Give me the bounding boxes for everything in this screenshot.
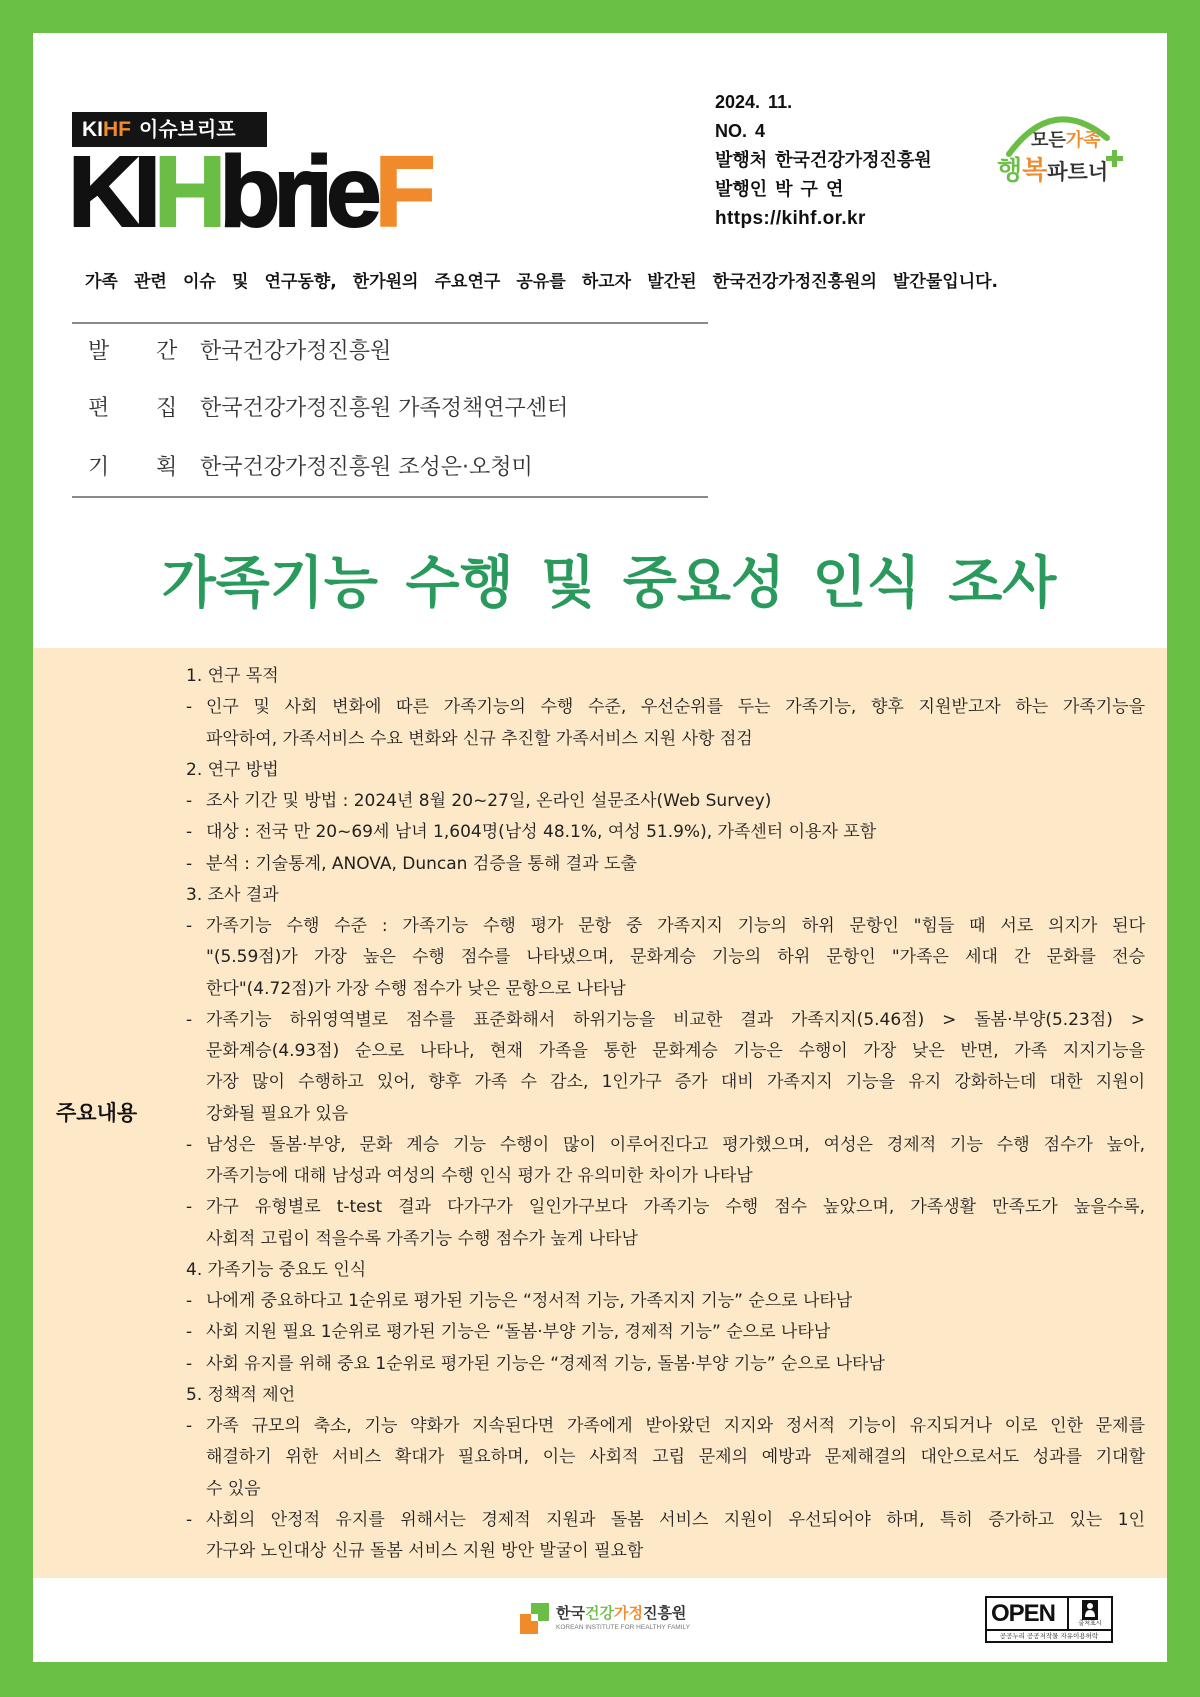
list-item-line: 파악하여, 가족서비스 수요 변화와 신규 추진할 가족서비스 지원 사항 점검 [206,728,753,749]
list-item [186,1130,1145,1193]
org-name-part: 진흥원 [642,1604,687,1622]
wordmark-ki: KI [68,136,154,248]
section-heading: 3. 조사 결과 [186,884,279,905]
credit-label-char: 간 [156,339,178,364]
badge-brand-hf: HF [103,118,131,141]
list-item-line: 가족기능 수행 수준 : 가족기능 수행 평가 문항 중 가족지지 기능의 하위 문항인 "힘들 때 서로 의지가 된다 [206,916,1145,936]
list-item-line: 대상 : 전국 만 20~69세 남녀 1,604명(남성 48.1%, 여성 51.9%), 가족센터 이용자 포함 [206,822,877,843]
summary-section [186,755,1145,880]
list-item-line: "(5.59점)가 가장 높은 수행 점수를 나타냈으며, 문화계승 기능의 하위 문항인 "가족은 세대 간 문화를 전승 [206,947,1145,968]
bullet-dash: - [186,1509,193,1530]
list-item-line: 해결하기 위한 서비스 확대가 필요하며, 이는 사회적 고립 문제의 예방과 문제해결의 대안으로서도 성과를 기대할 [206,1447,1145,1468]
partner-logo-word-family: 가족 [1065,130,1101,151]
org-subtitle: KOREAN INSTITUTE FOR HEALTHY FAMILY [556,1624,690,1631]
list-item-line: 남성은 돌봄·부양, 문화 계승 기능 수행이 많이 이루어진다고 평가했으며, 여성은 경제적 기능 수행 점수가 높아, [206,1134,1145,1155]
partner-logo-char-1: 행 [997,156,1023,186]
divider-bottom [72,496,708,498]
credit-label-char: 집 [156,396,178,421]
section-heading: 4. 가족기능 중요도 인식 [186,1259,367,1280]
credit-label-char: 기 [88,455,110,480]
credit-row-planning [88,453,708,483]
credit-value: 한국건강가정진흥원 가족정책연구센터 [200,396,569,421]
section-heading: 2. 연구 방법 [186,759,279,780]
bullet-dash: - [186,1009,193,1030]
partner-logo-word-partner: 파트너 [1047,160,1109,184]
credit-label-char: 발 [88,339,110,364]
list-item [186,1192,1145,1255]
credit-row-publisher [88,337,708,367]
bullet-dash: - [186,1416,193,1436]
summary-section [186,661,1145,755]
org-name-part: 건강 [584,1604,614,1622]
org-logo-icon [520,1603,550,1635]
list-item-line: 가족 규모의 축소, 기능 약화가 지속된다면 가족에게 받아왔던 지지와 정서적 기능이 유지되거나 이로 인한 문제를 [206,1416,1145,1436]
summary-label: 주요내용 [56,1101,138,1125]
divider-top [72,322,708,324]
list-item [186,1411,1145,1505]
attribution-box [1067,1598,1111,1629]
issuer: 발행인 박 구 연 [715,179,844,199]
document-title: 가족기능 수행 및 중요성 인식 조사 [161,551,1057,616]
list-item-line: 조사 기간 및 방법 : 2024년 8월 20~27일, 온라인 설문조사(Web Survey) [206,791,772,811]
section-heading: 5. 정책적 제언 [186,1384,296,1405]
list-item [186,1286,1145,1317]
partner-logo [995,106,1135,206]
open-mark: OPEN [991,1600,1056,1627]
bullet-dash: - [186,1353,193,1374]
open-license-badge [985,1596,1113,1643]
bullet-dash: - [186,1197,193,1218]
summary-section [186,1380,1145,1568]
partner-logo-char-2: 복 [1022,156,1048,186]
list-item-line: 사회의 안정적 유지를 위해서는 경제적 지원과 돌봄 서비스 지원이 우선되어야 하며, 특히 증가하고 있는 1인 [206,1509,1145,1530]
list-item [186,1005,1145,1130]
publisher: 발행처 한국건강가정진흥원 [715,150,932,170]
list-item [186,1349,1145,1380]
bullet-dash: - [186,697,193,718]
website-url: https://kihf.or.kr [715,208,866,229]
list-item-line: 강화될 필요가 있음 [206,1103,349,1124]
partner-logo-word-all: 모든 [1031,130,1066,151]
list-item [186,786,1145,817]
credit-label-char: 편 [88,396,110,421]
wordmark-brie: brie [219,136,375,248]
credit-row-editor [88,394,708,424]
list-item-line: 수 있음 [206,1478,261,1499]
partner-logo-bottom [997,156,1108,189]
bullet-dash: - [186,1291,193,1311]
org-name [556,1604,686,1622]
list-item-line: 가구 유형별로 t-test 결과 다가구가 일인가구보다 가족기능 수행 점수 높았으며, 가족생활 만족도가 높을수록, [206,1197,1145,1218]
partner-logo-top [1031,130,1101,152]
org-name-part: 한국 [556,1604,585,1622]
list-item-line: 사회 지원 필요 1순위로 평가된 기능은 “돌봄·부양 기능, 경제적 기능” 순으로 나타남 [206,1322,831,1343]
summary-content [186,661,1145,1567]
issue-date: 2024. 11. [715,92,793,112]
summary-section [186,880,1145,1255]
license-caption: 공공누리 공공저작물 자유이용허락 [987,1629,1111,1641]
intro-text: 가족 관련 이슈 및 연구동향, 한가원의 주요연구 공유를 하고자 발간된 한국건강가정진흥원의 발간물입니다. [85,272,998,292]
list-item-line: 한다"(4.72점)가 가장 수행 점수가 낮은 문항으로 나타남 [206,978,626,999]
credit-label-char: 획 [156,455,178,480]
list-item-line: 문화계승(4.93점) 순으로 나타나, 현재 가족을 통한 문화계승 기능은 수행이 가장 낮은 반면, 가족 지지기능을 [206,1041,1145,1061]
section-heading: 1. 연구 목적 [186,666,279,686]
bullet-dash: - [186,822,193,843]
attribution-person-icon [1082,1600,1098,1620]
list-item-line: 사회 유지를 위해 중요 1순위로 평가된 기능은 “경제적 기능, 돌봄·부양 기능” 순으로 나타남 [206,1353,885,1374]
list-item-line: 분석 : 기술통계, ANOVA, Duncan 검증을 통해 결과 도출 [206,853,637,874]
bullet-dash: - [186,791,193,811]
list-item [186,817,1145,848]
kihbrief-wordmark [68,136,429,248]
list-item-line: 나에게 중요하다고 1순위로 평가된 기능은 “정서적 기능, 가족지지 기능” 순으로 나타남 [206,1291,853,1311]
wordmark-f: F [374,136,429,248]
org-name-part: 가정 [613,1604,643,1622]
badge-label: 이슈브리프 [139,117,236,141]
list-item [186,849,1145,880]
list-item [186,692,1145,755]
list-item-line: 가장 많이 수행하고 있어, 향후 가족 수 감소, 1인가구 증가 대비 가족지지 기능을 유지 강화하는데 대한 지원이 [206,1072,1145,1093]
kihf-org-logo [520,1602,695,1636]
credit-value: 한국건강가정진흥원 [200,339,392,364]
bullet-dash: - [186,1134,193,1155]
wordmark-h: H [154,136,220,248]
bullet-dash: - [186,1322,193,1343]
issue-number: NO. 4 [715,121,766,141]
badge-brand-ki: KI [82,118,103,141]
summary-section [186,1255,1145,1380]
list-item [186,1505,1145,1568]
bullet-dash: - [186,916,193,936]
list-item-line: 인구 및 사회 변화에 따른 가족기능의 수행 수준, 우선순위를 두는 가족기능, 향후 지원받고자 하는 가족기능을 [206,697,1145,718]
list-item [186,1317,1145,1348]
credit-value: 한국건강가정진흥원 조성은·오청미 [200,455,533,480]
list-item-line: 가족기능에 대해 남성과 여성의 수행 인식 평가 간 유의미한 차이가 나타남 [206,1166,753,1186]
list-item-line: 가족기능 하위영역별로 점수를 표준화해서 하위기능을 비교한 결과 가족지지(5.46점) > 돌봄·부양(5.23점) > [206,1009,1145,1030]
list-item-line: 가구와 노인대상 신규 돌봄 서비스 지원 방안 발굴이 필요함 [206,1541,644,1561]
bullet-dash: - [186,853,193,874]
list-item-line: 사회적 고립이 적을수록 가족기능 수행 점수가 높게 나타남 [206,1228,638,1249]
publication-meta [715,88,975,233]
list-item [186,911,1145,1005]
license-type: 출처표시 [1078,1620,1102,1627]
